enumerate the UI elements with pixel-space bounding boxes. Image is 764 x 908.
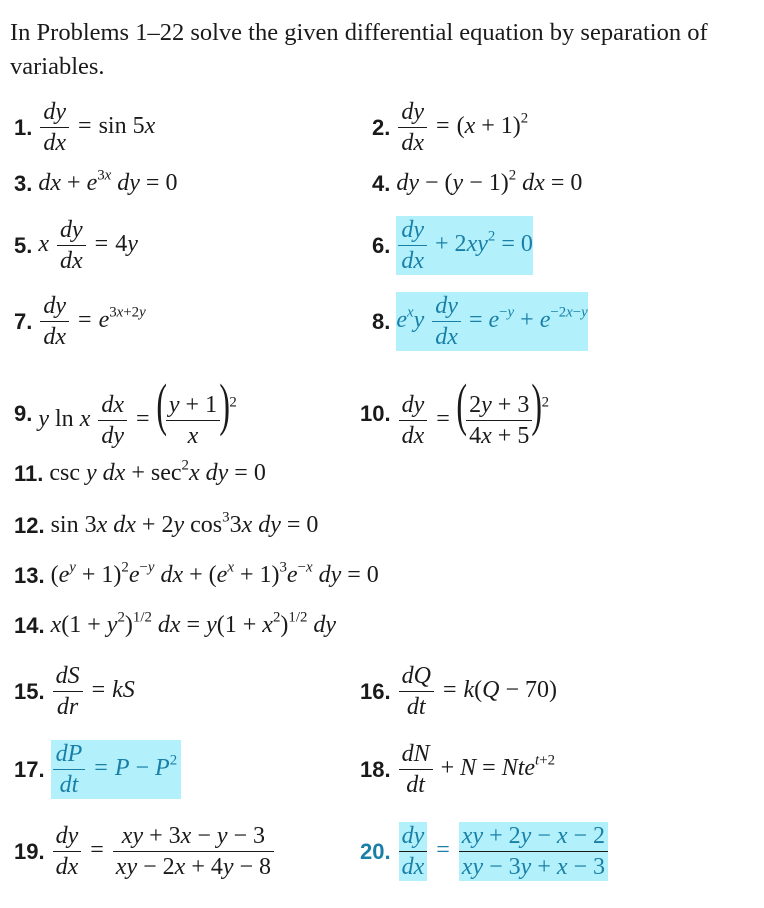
equation: $\frac{dy}{dx}$ = sin 5x — [38, 98, 155, 157]
problem-17 — [14, 740, 181, 799]
problem-18 — [360, 740, 555, 799]
equation: y ln x $\frac{dx}{dy}$ = ( $\frac{y + 1}{x}$ )$^2$ — [38, 372, 237, 449]
problem-number: 10. — [360, 400, 391, 426]
problem-15 — [14, 662, 135, 721]
problem-number: 11. — [14, 460, 44, 486]
problem-number: 1. — [14, 114, 33, 140]
problem-number: 19. — [14, 838, 45, 864]
problem-number: 14. — [14, 612, 45, 638]
equation: $\frac{dS}{dr}$ = kS — [51, 662, 135, 721]
equation: $\frac{dy}{dx}$ = ( $\frac{2y + 3}{4x + 5}$ )$^2$ — [397, 378, 550, 450]
equation: sin 3x dx + 2y $\cos^33x$ dy = 0 — [50, 509, 319, 538]
problem-9 — [14, 372, 237, 450]
problem-number: 7. — [14, 308, 33, 334]
problem-number: 9. — [14, 400, 33, 426]
problem-number: 2. — [372, 114, 391, 140]
problem-10 — [360, 372, 550, 450]
problem-number: 8. — [372, 308, 391, 334]
equation: $\frac{dy}{dx}$ = $e^{3x+2y}$ — [38, 292, 145, 351]
equation: csc y dx + $\sec^2x$ dy = 0 — [49, 457, 266, 486]
problem-13 — [14, 559, 379, 589]
problem-7 — [14, 292, 146, 351]
problem-1 — [14, 98, 155, 157]
equation: x $\frac{dy}{dx}$ = 4y — [38, 217, 138, 274]
problem-4 — [372, 167, 583, 197]
equation: $\frac{dN}{dt}$ + N = Nte$^{t+2}$ — [397, 740, 555, 799]
problem-5 — [14, 216, 138, 275]
problem-number: 4. — [372, 170, 391, 196]
equation: $\frac{dy}{dx}$ = $\frac{xy + 3x - y - 3}{xy - 2x + 4y - 8}$ — [51, 822, 276, 881]
problem-16 — [360, 662, 557, 721]
problem-6 — [372, 216, 533, 275]
problem-number: 17. — [14, 756, 45, 782]
equation: dy − $(y - 1)^2$ dx = 0 — [396, 167, 583, 196]
equation-highlighted: $\frac{dP}{dt}$ = $P - P^2$ — [51, 740, 182, 799]
instructions: In Problems 1–22 solve the given differential equation by separation of variables. — [10, 19, 708, 80]
problem-8 — [372, 292, 588, 351]
equation: $\frac{dQ}{dt}$ = k(Q − 70) — [397, 662, 557, 721]
problem-2 — [372, 98, 528, 157]
problem-number: 15. — [14, 678, 45, 704]
equation-highlighted: $\frac{dy}{dx}$ + $2xy^2 = 0$ — [396, 216, 533, 275]
problem-14 — [14, 609, 337, 639]
problem-number: 3. — [14, 170, 33, 196]
problem-12 — [14, 509, 319, 539]
equation-highlighted: $\frac{dy}{dx}$ = $\frac{xy + 2y - x - 2}{xy - 3y + x - 3}$ — [397, 822, 610, 881]
problem-number: 18. — [360, 756, 391, 782]
problem-number: 13. — [14, 562, 45, 588]
problem-number: 16. — [360, 678, 391, 704]
equation: $(e^y + 1)^2e^{-y}$ dx + $(e^x + 1)^3e^{-x}$ dy = 0 — [50, 559, 379, 588]
problem-number: 6. — [372, 232, 391, 258]
problem-11 — [14, 457, 266, 487]
equation-highlighted: $e^xy$ $\frac{dy}{dx}$ = $e^{-y} + e^{-2x-y}$ — [396, 293, 588, 350]
problem-number: 20. — [360, 838, 391, 864]
problem-20 — [360, 822, 610, 881]
equation: $\frac{dy}{dx}$ = $(x + 1)^2$ — [396, 98, 528, 157]
problem-3 — [14, 167, 178, 197]
equation: $x(1 + y^2)^{1/2}$ dx = $y(1 + x^2)^{1/2}$ dy — [50, 609, 337, 638]
problem-number: 12. — [14, 512, 45, 538]
equation: dx + $e^{3x}$ dy = 0 — [38, 167, 178, 196]
problem-19 — [14, 822, 276, 881]
problem-number: 5. — [14, 232, 33, 258]
